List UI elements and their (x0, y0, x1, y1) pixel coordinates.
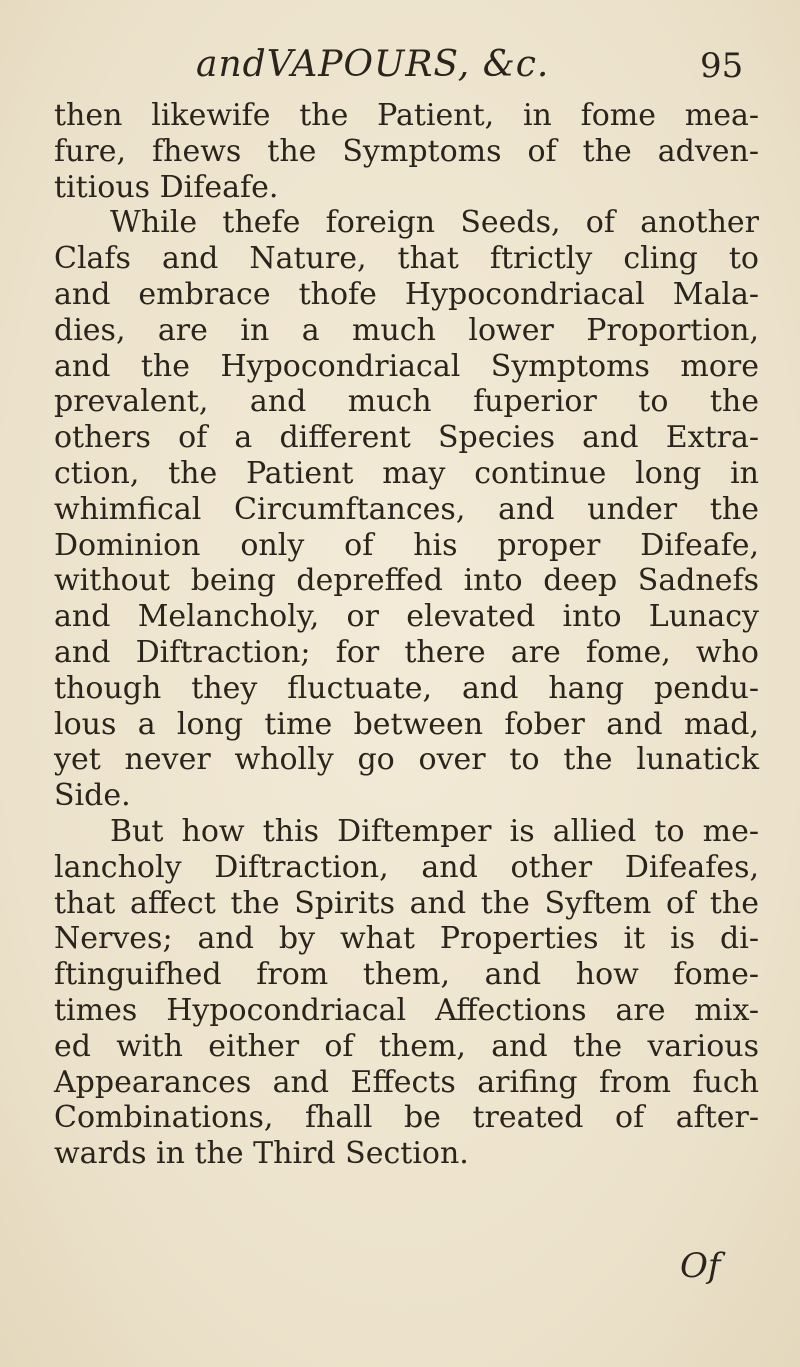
text-line: Clafs and Nature, that ftrictly cling to (54, 241, 759, 277)
text-line: and Diftraction; for there are fome, who (54, 634, 759, 670)
text-line: yet never wholly go over to the lunatick (54, 742, 759, 778)
text-line: though they fluctuate, and hang pendu- (54, 670, 759, 706)
text-line: whimfical Circumftances, and under the (54, 491, 759, 527)
page-number: 95 (700, 46, 744, 86)
running-title: andVAPOURS, &c. (196, 44, 550, 85)
text-line: Side. (54, 778, 131, 814)
text-line: Nerves; and by what Properties it is di- (54, 921, 759, 957)
text-line: Appearances and Effects arifing from fuch (54, 1064, 759, 1100)
text-line: titious Difeafe. (54, 169, 279, 205)
body-text (54, 98, 759, 1172)
text-line: ftinguifhed from them, and how fome- (54, 957, 759, 993)
text-line: Dominion only of his proper Difeafe, (54, 527, 759, 563)
text-line: Combinations, fhall be treated of after- (54, 1100, 759, 1136)
running-head (0, 44, 800, 94)
text-line: lous a long time between fober and mad, (54, 706, 759, 742)
text-line: others of a different Species and Extra- (54, 420, 759, 456)
text-line: dies, are in a much lower Proportion, (54, 312, 759, 348)
text-line: While thefe foreign Seeds, of another (110, 205, 759, 241)
text-line: wards in the Third Section. (54, 1136, 469, 1172)
text-line: ed with either of them, and the various (54, 1028, 759, 1064)
text-line: lancholy Diftraction, and other Difeafes, (54, 849, 759, 885)
text-line: then likewife the Patient, in fome mea- (54, 98, 759, 133)
text-line: But how this Diftemper is allied to me- (110, 813, 759, 849)
text-line: and Melancholy, or elevated into Lunacy (54, 599, 759, 635)
text-line: ction, the Patient may continue long in (54, 455, 759, 491)
catchword: Of (680, 1246, 721, 1286)
text-line: times Hypocondriacal Affections are mix- (54, 992, 759, 1028)
text-line: and embrace thofe Hypocondriacal Mala- (54, 276, 759, 312)
text-line: prevalent, and much fuperior to the (54, 384, 759, 420)
text-line: and the Hypocondriacal Symptoms more (54, 348, 759, 384)
text-line: fure, fhews the Symptoms of the adven- (54, 133, 759, 169)
text-line: that affect the Spirits and the Syftem of the (54, 885, 759, 921)
text-line: without being depreffed into deep Sadnefs (54, 563, 759, 599)
